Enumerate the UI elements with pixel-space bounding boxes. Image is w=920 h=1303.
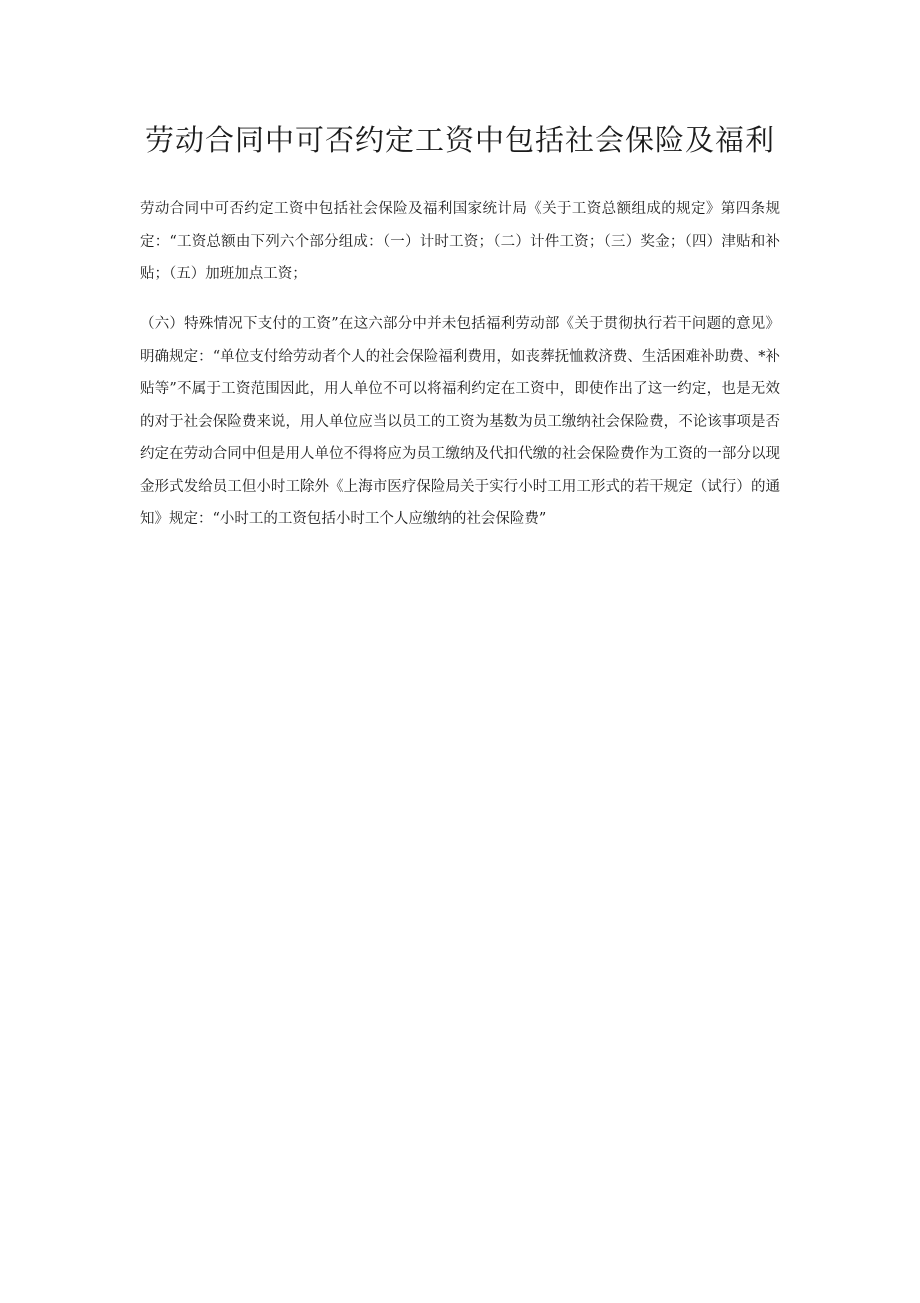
paragraph-2: （六）特殊情况下支付的工资”在这六部分中并未包括福利劳动部《关于贯彻执行若干问题的意见》明确规定：“单位支付给劳动者个人的社会保险福利费用，如丧葬抚恤救济费、生活困难补助费、*补贴等”不属于工资范围因此，用人单位不可以将福利约定在工资中，即使作出了这一约定，也是无效的对于社会保险费来说，用人单位应当以员工的工资为基数为员工缴纳社会保险费，不论该事项是否约定在劳动合同中但是用人单位不得将应为员工缴纳及代扣代缴的社会保险费作为工资的一部分以现金形式发给员工但小时工除外《上海市医疗保险局关于实行小时工用工形式的若干规定（试行）的通知》规定：“小时工的工资包括小时工个人应缴纳的社会保险费” bbox=[140, 316, 780, 527]
paragraph-1: 劳动合同中可否约定工资中包括社会保险及福利国家统计局《关于工资总额组成的规定》第四条规定：“工资总额由下列六个部分组成：（一）计时工资；（二）计件工资；（三）奖金；（四）津贴和补贴；（五）加班加点工资； bbox=[140, 201, 780, 282]
document-title: 劳动合同中可否约定工资中包括社会保险及福利 bbox=[144, 123, 775, 157]
